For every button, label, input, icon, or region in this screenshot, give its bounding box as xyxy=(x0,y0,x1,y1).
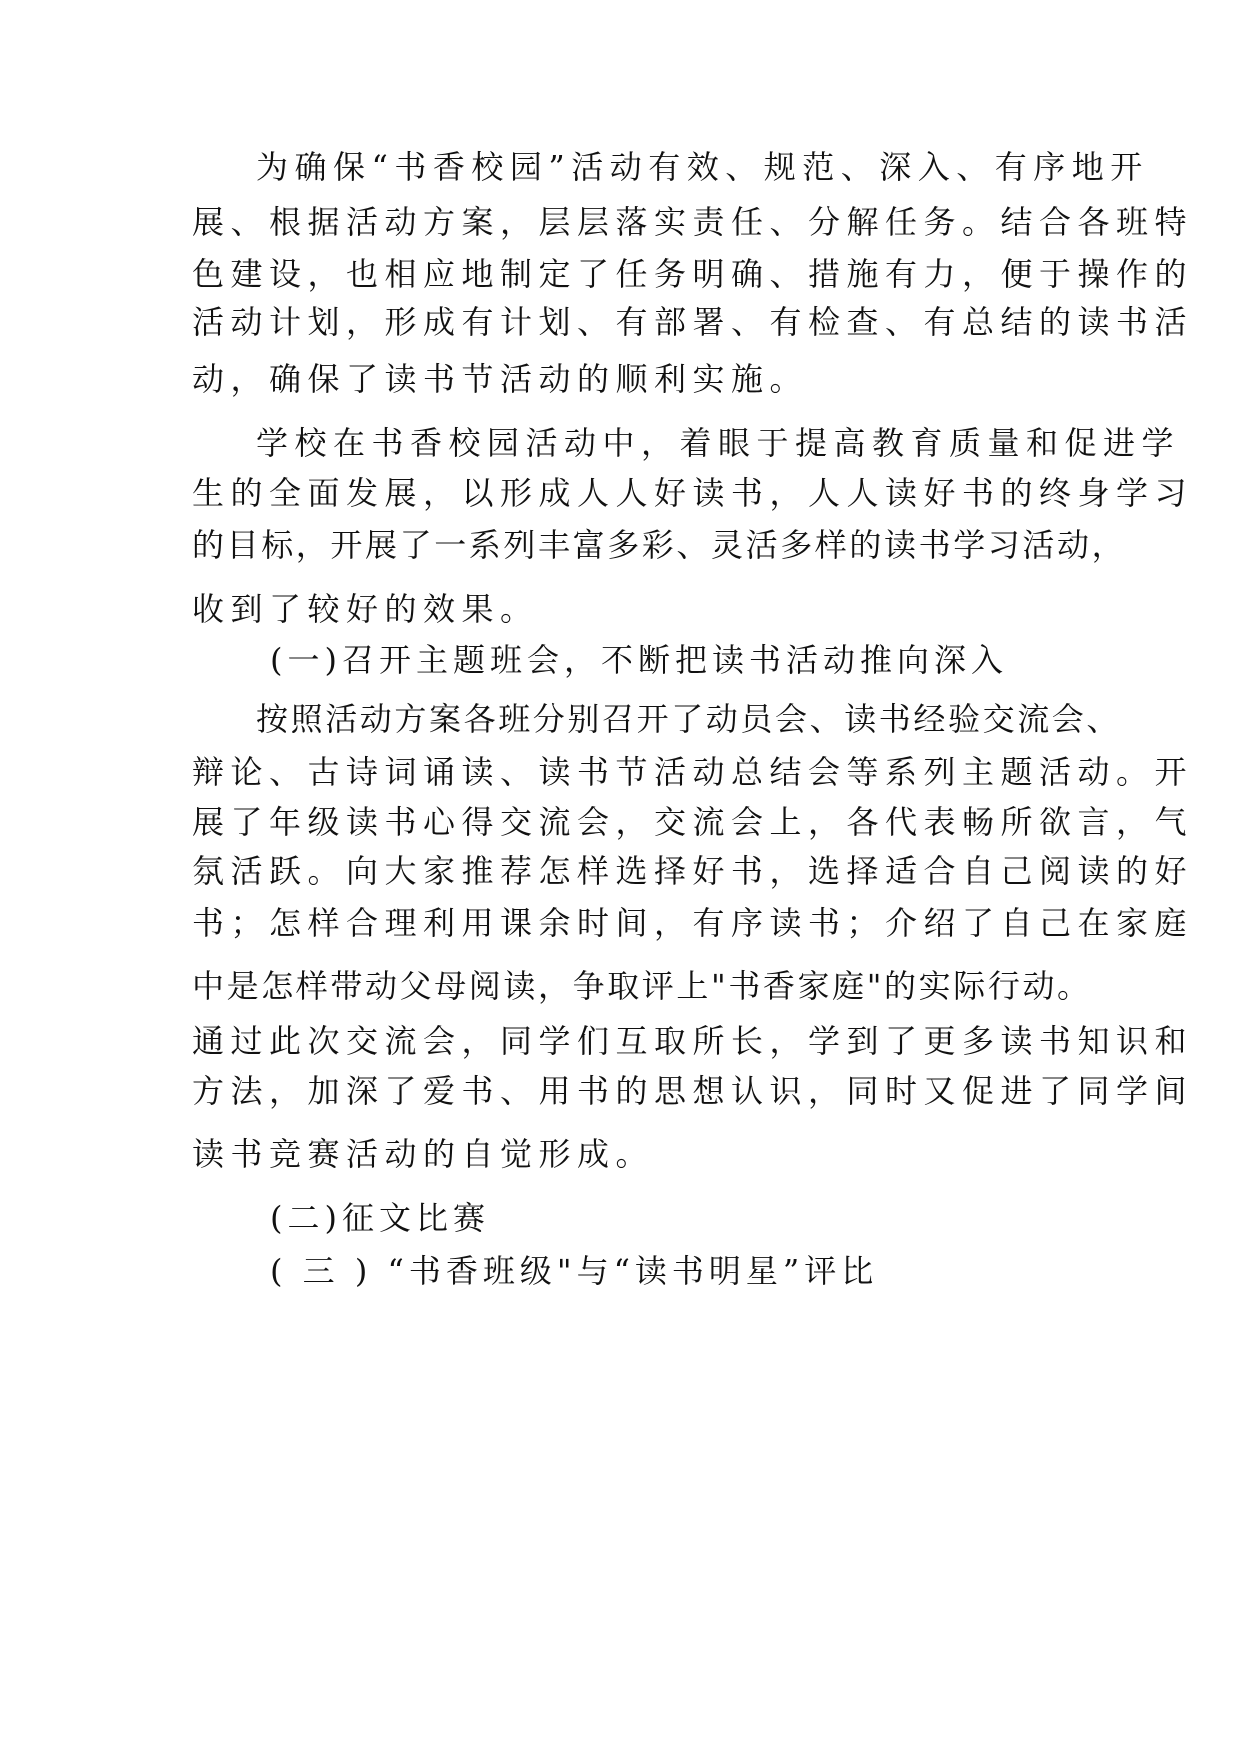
paragraph-2-line-2: 生的全面发展，以形成人人好读书，人人读好书的终身学习 xyxy=(192,474,1194,512)
paragraph-3-line-7: 通过此次交流会，同学们互取所长，学到了更多读书知识和 xyxy=(192,1022,1194,1060)
section-heading-2: (二)征文比赛 xyxy=(270,1199,490,1237)
paragraph-2-line-4: 收到了较好的效果。 xyxy=(192,590,539,628)
paragraph-3-line-8: 方法，加深了爱书、用书的思想认识，同时又促进了同学间 xyxy=(192,1072,1194,1110)
paragraph-2-line-3: 的目标，开展了一系列丰富多彩、灵活多样的读书学习活动， xyxy=(192,526,1127,564)
paragraph-3-line-1: 按照活动方案各班分别召开了动员会、读书经验交流会、 xyxy=(256,700,1122,738)
paragraph-3-line-9: 读书竞赛活动的自觉形成。 xyxy=(192,1135,655,1173)
paragraph-3-line-2: 辩论、古诗词诵读、读书节活动总结会等系列主题活动。开 xyxy=(192,753,1194,791)
section-heading-1: (一)召开主题班会，不断把读书活动推向深入 xyxy=(270,641,1008,679)
paragraph-2-line-1: 学校在书香校园活动中，着眼于提高教育质量和促进学 xyxy=(256,424,1181,462)
paragraph-1-line-5: 动，确保了读书节活动的顺利实施。 xyxy=(192,360,809,398)
section-heading-3: ( 三 ) “书香班级"与“读书明星”评比 xyxy=(270,1252,879,1290)
paragraph-3-line-6: 中是怎样带动父母阅读，争取评上"书香家庭"的实际行动。 xyxy=(192,967,1092,1005)
paragraph-3-line-5: 书；怎样合理利用课余时间，有序读书；介绍了自己在家庭 xyxy=(192,904,1194,942)
paragraph-1-line-2: 展、根据活动方案，层层落实责任、分解任务。结合各班特 xyxy=(192,203,1194,241)
paragraph-1-line-4: 活动计划，形成有计划、有部署、有检查、有总结的读书活 xyxy=(192,303,1194,341)
paragraph-3-line-4: 氛活跃。向大家推荐怎样选择好书，选择适合自己阅读的好 xyxy=(192,852,1194,890)
paragraph-1-line-1: 为确保“书香校园”活动有效、规范、深入、有序地开 xyxy=(256,148,1149,186)
paragraph-3-line-3: 展了年级读书心得交流会，交流会上，各代表畅所欲言，气 xyxy=(192,803,1194,841)
paragraph-1-line-3: 色建设，也相应地制定了任务明确、措施有力，便于操作的 xyxy=(192,255,1194,293)
